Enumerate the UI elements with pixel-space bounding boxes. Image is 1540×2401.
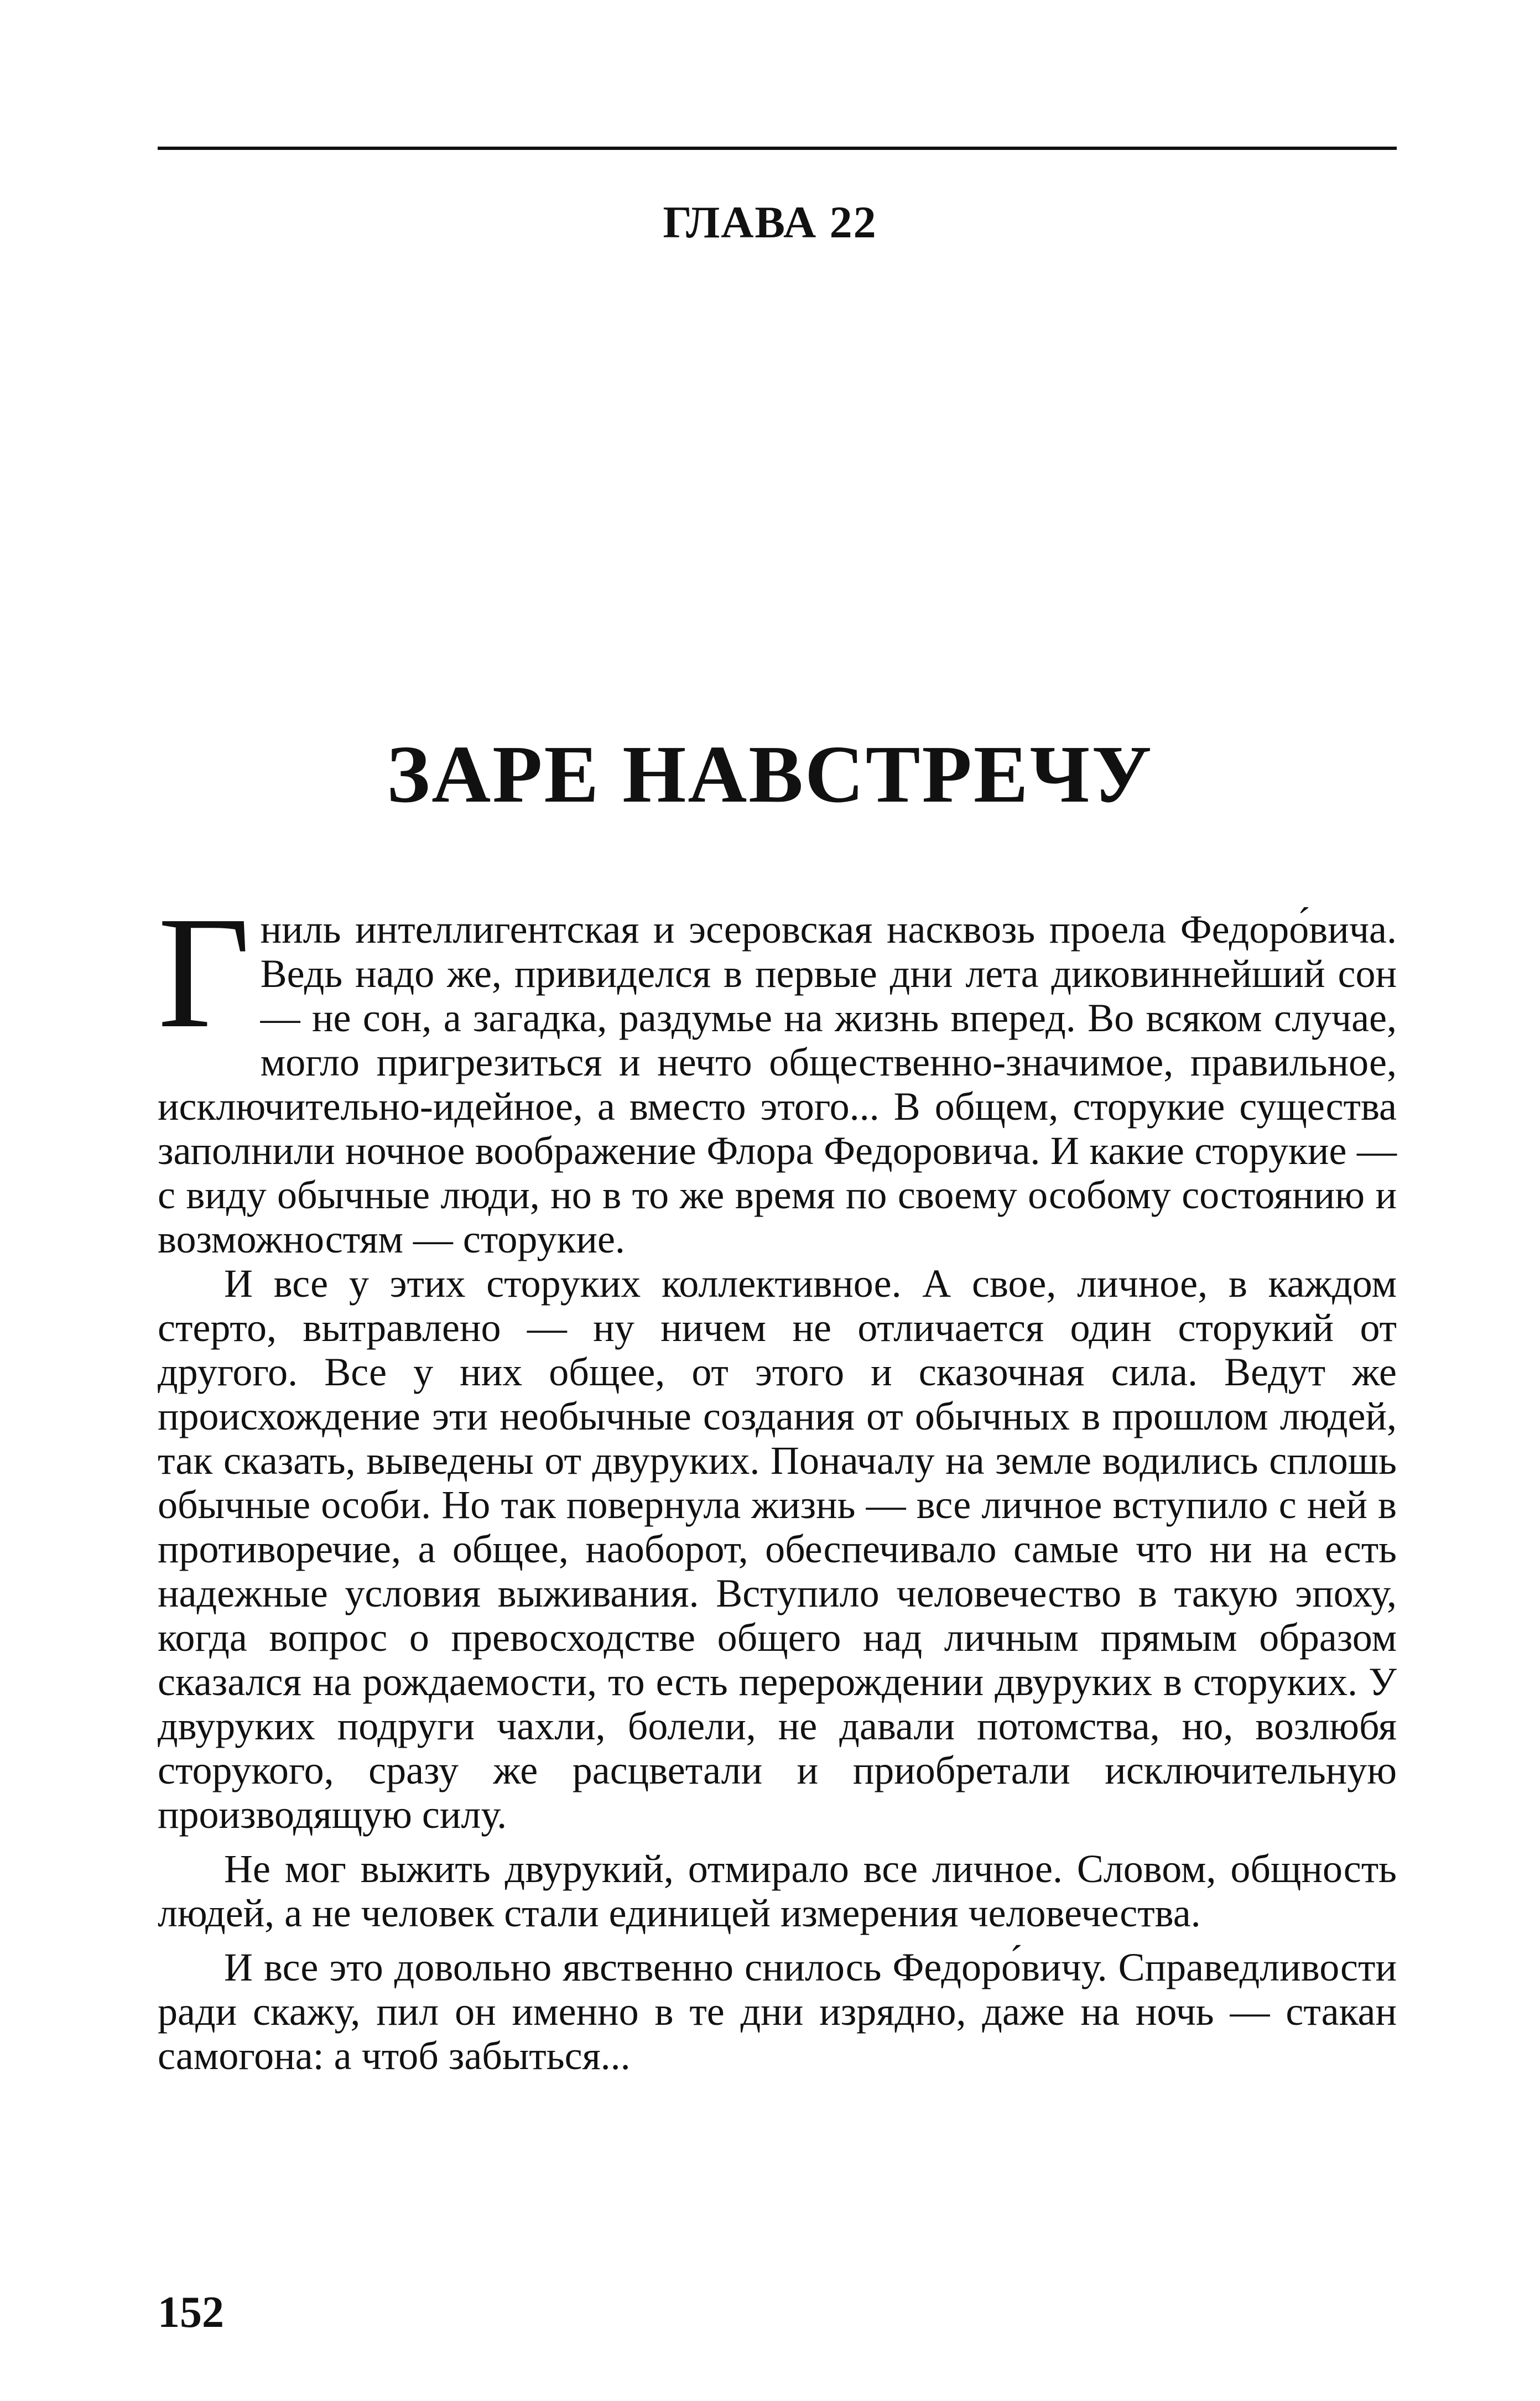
paragraph-4: И все это довольно явственно снилось Федоро́вичу. Справедливости ради скажу, пил он именно в те дни изрядно, даже на ночь — стакан самогона: а чтоб забыться... <box>158 1945 1397 2078</box>
paragraph-2: И все у этих сторуких коллективное. А свое, личное, в каждом стерто, вытравлено — ну ничем не отличается один сторукий от другого. Все у них общее, от этого и сказочная сила. Ведут же происхождение эти необычные создания от обычных в прошлом людей, так сказать, выведены от двуруких. Поначалу на земле водились сплошь обычные особи. Но так повернула жизнь — все личное вступило с ней в противоречие, а общее, наоборот, обеспечивало самые что ни на есть надежные условия выживания. Вступило человечество в такую эпоху, когда вопрос о превосходстве общего над личным прямым образом сказался на рождаемости, то есть перерождении двуруких в сторуких. У двуруких подруги чахли, болели, не давали потомства, но, возлюбя сторукого, сразу же расцветали и приобретали исключительную производящую силу. <box>158 1261 1397 1837</box>
chapter-label: ГЛАВА 22 <box>663 197 877 247</box>
drop-cap: Г <box>158 884 251 1061</box>
page-number: 152 <box>158 2288 224 2337</box>
paragraph-3: Не мог выжить двурукий, отмирало все личное. Словом, общность людей, а не человек стали единицей измерения человечества. <box>158 1847 1397 1935</box>
body-text <box>158 884 1397 2078</box>
top-rule <box>158 147 1397 150</box>
paragraph-1-text: ниль интеллигентская и эсеровская насквозь проела Федоро́вича. Ведь надо же, привиделся в первые дни лета диковиннейший сон — не сон, а загадка, раздумье на жизнь вперед. Во всяком случае, могло пригрезиться и нечто общественно-значимое, правильное, исключительно-идейное, а вместо этого... В общем, сторукие существа заполнили ночное воображение Флора Федоровича. И какие сторукие — с виду обычные люди, но в то же время по своему особому состоянию и возможностям — сторукие. <box>158 907 1397 1261</box>
chapter-title: ЗАРЕ НАВСТРЕЧУ <box>387 729 1153 820</box>
paragraph-1 <box>158 884 1397 1261</box>
